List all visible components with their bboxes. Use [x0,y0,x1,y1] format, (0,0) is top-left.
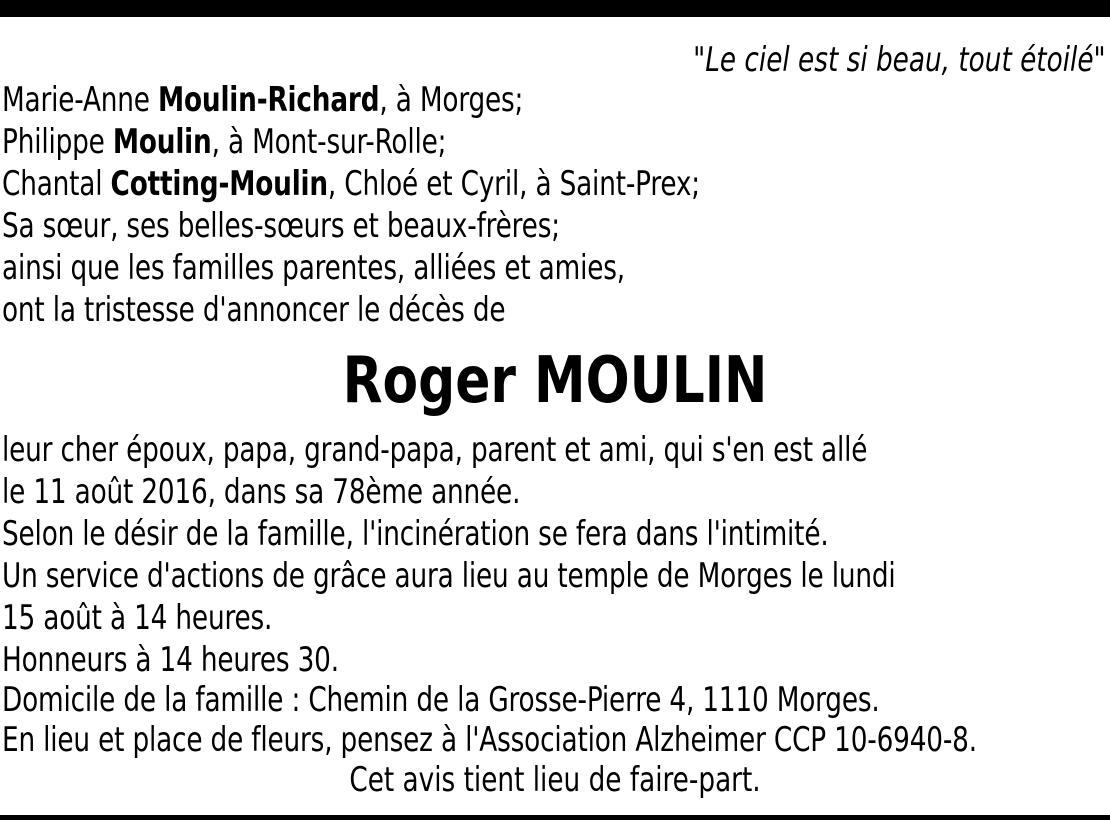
location: , à Morges; [379,80,524,120]
deceased-name: Roger MOULIN [342,344,768,418]
body-line-4: Un service d'actions de grâce aura lieu au temple de Morges le lundi [2,556,896,596]
family-line-3 [2,164,700,204]
location: , Chloé et Cyril, à Saint-Prex; [327,164,700,204]
relatives-line-2: ainsi que les familles parentes, alliées et amies, [2,248,625,288]
relatives-line-1: Sa sœur, ses belles-sœurs et beaux-frères; [2,206,560,246]
body-line-5: 15 août à 14 heures. [2,598,273,638]
top-rule [0,0,1110,17]
first-name: Philippe [2,122,113,162]
body-line-1: leur cher époux, papa, grand-papa, parent et ami, qui s'en est allé [2,430,868,470]
body-line-2: le 11 août 2016, dans sa 78ème année. [2,472,521,512]
surname: Moulin-Richard [157,80,380,120]
bottom-rule [0,815,1110,820]
family-line-1 [2,80,523,120]
first-name: Marie-Anne [2,80,158,120]
relatives-line-3: ont la tristesse d'annoncer le décès de [2,290,506,330]
family-line-2 [2,122,446,162]
body-line-6: Honneurs à 14 heures 30. [2,640,339,680]
body-line-3: Selon le désir de la famille, l'incinération se fera dans l'intimité. [2,514,829,554]
body-line-8: En lieu et place de fleurs, pensez à l'Association Alzheimer CCP 10-6940-8. [2,720,977,760]
location: , à Mont-sur-Rolle; [211,122,447,162]
body-line-7: Domicile de la famille : Chemin de la Grosse-Pierre 4, 1110 Morges. [2,680,880,720]
surname: Cotting-Moulin [110,164,328,204]
surname: Moulin [112,122,212,162]
first-name: Chantal [2,164,111,204]
closing-note: Cet avis tient lieu de faire-part. [349,760,761,800]
epigraph-quote: "Le ciel est si beau, tout étoilé" [693,40,1106,80]
